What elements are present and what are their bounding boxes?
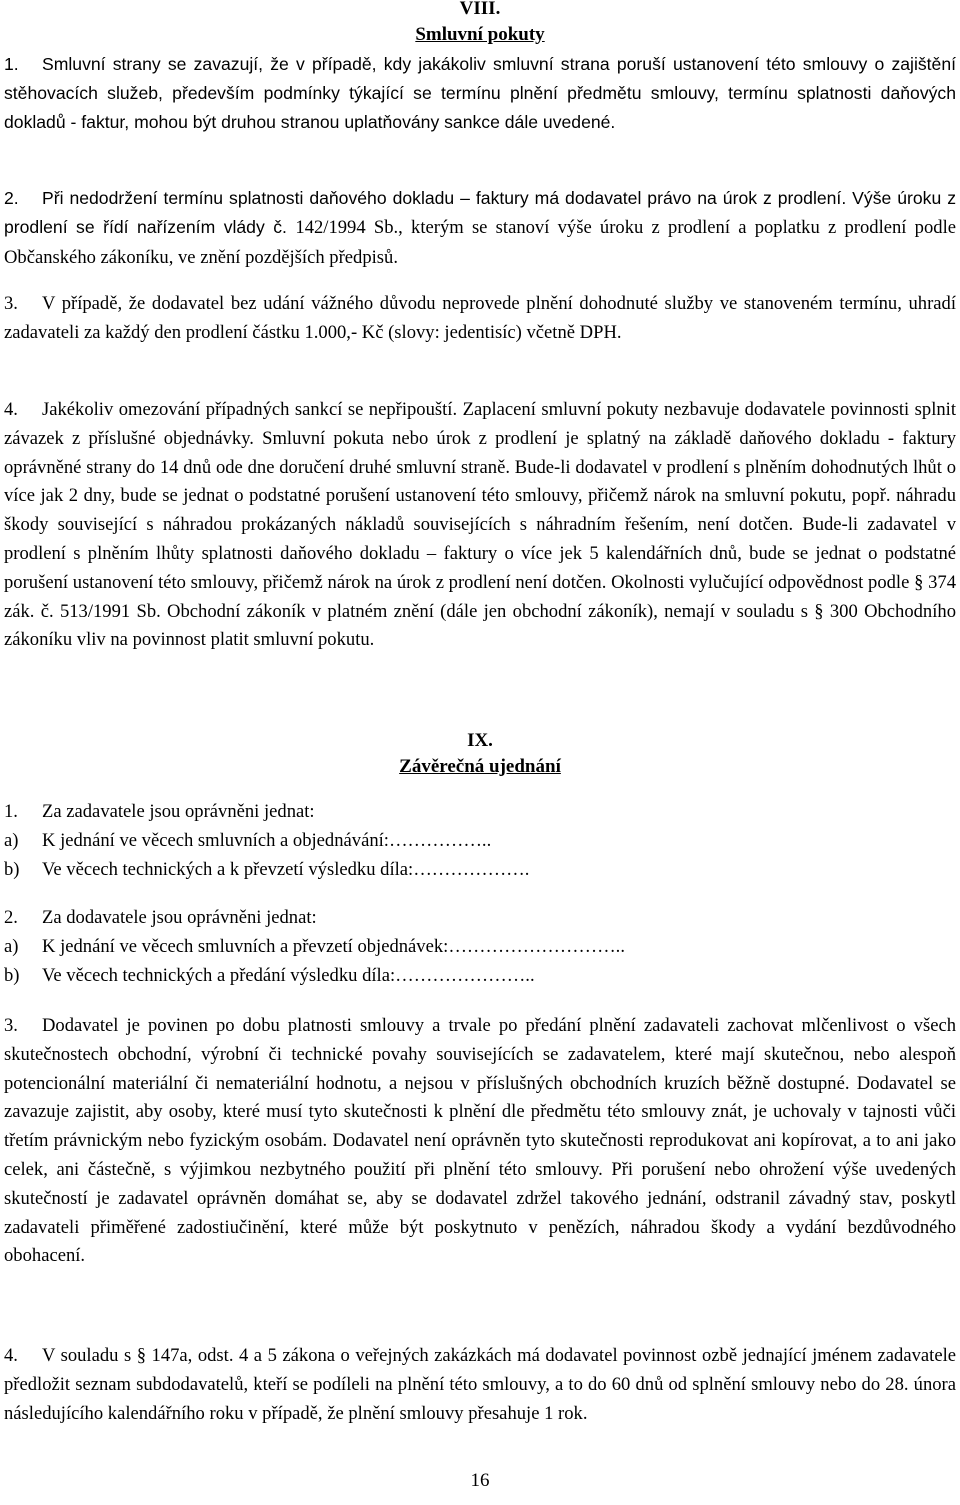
paragraph-text: V případě, že dodavatel bez udání vážného důvodu neprovede plnění dohodnuté služby ve stanoveném termínu, uhradí zadavateli za každý den prodlení částku 1.000,- Kč (slovy: jedentisíc) včetně DPH. [4,293,956,343]
paragraph-number: 3. [4,293,18,314]
page-number: 16 [470,1470,490,1491]
paragraph-number: 2. [4,188,19,208]
item-text: Ve věcech technických a k převzetí výsledku díla:………………. [42,858,530,880]
section-9-paragraph-1 [4,798,956,884]
paragraph-text-continued: 142/1994 Sb., kterým se stanoví výše úroku z prodlení a poplatku z prodlení podle Občanského zákoníku, ve znění pozdějších předpisů. [4,216,956,268]
item-label: b) [4,964,20,986]
section-9-paragraph-3 [4,1012,956,1271]
section-8-paragraph-2 [4,184,956,272]
section-8-paragraph-4 [4,396,956,655]
section-9-paragraph-4 [4,1342,956,1428]
item-label: b) [4,858,20,880]
section-8-number: VIII. [459,0,501,19]
paragraph-number: 2. [4,907,18,928]
paragraph-text: Při nedodržení termínu splatnosti daňového dokladu – faktury má dodavatel právo na úrok z prodlení. Výše úroku z prodlení se řídí nařízením vlády č. [4,188,956,237]
paragraph-text: Jakékoliv omezování případných sankcí se nepřipouští. Zaplacení smluvní pokuty nezbavuje dodavatele povinnosti splnit závazek z příslušné objednávky. Smluvní pokuta nebo úrok z prodlení je splatný na základě daňového dokladu - faktury oprávněné strany do 14 dnů ode dne doručení druhé smluvní straně. Bude-li dodavatel v prodlení s plněním dohodnutých lhůt o více jak 2 dny, bude se jednat o podstatné porušení ustanovení této smlouvy, přičemž nárok na smluvní pokutu, popř. náhradu škody související s náhradou prokázaných nákladů souvisejících s náhradním řešením, není dotčen. Bude-li zadavatel v prodlení s plněním lhůty splatnosti daňového dokladu – faktury o více jek 5 kalendářních dnů, bude se jednat o podstatné porušení ustanovení této smlouvy, přičemž nárok na úrok z prodlení není dotčen. Okolnosti vylučující odpovědnost podle § 374 zák. č. 513/1991 Sb. Obchodní zákoník v platném znění (dále jen obchodní zákoník), nemají v souladu s § 300 Obchodního zákoníku vliv na povinnost platit smluvní pokutu. [4,399,956,651]
item-label: a) [4,829,19,851]
section-9-number: IX. [467,730,493,751]
paragraph-number: 4. [4,399,18,420]
item-text: Ve věcech technických a předání výsledku díla:………………….. [42,964,535,986]
paragraph-text: Dodavatel je povinen po dobu platnosti smlouvy a trvale po předání plnění zadavateli zachovat mlčenlivost o všech skutečnostech obchodní, výrobní či technické povahy souvisejících se zadavatelem, které mají skutečnou, nebo alespoň potencionální materiální či nemateriální hodnotu, a nejsou v příslušných obchodních kruzích běžně dostupné. Dodavatel se zavazuje zajistit, aby osoby, které musí tyto skutečnosti k plnění dle předmětu této smlouvy znát, je uchovaly v tajnosti vůči třetím právnickým nebo fyzickým osobám. Dodavatel není oprávněn tyto skutečnosti reprodukovat ani kopírovat, a to ani jako celek, ani částečně, s výjimkou nezbytného použití při plnění této smlouvy. Při porušení nebo ohrožení výše uvedených skutečností je zadavatel oprávněn domáhat se, aby se dodavatel zdržel takového jednání, odstranil závadný stav, poskytl zadavateli přiměřené zadostiučinění, které může být poskytnuto v penězích, náhradou škody a vydání bezdůvodného obohacení. [4,1015,956,1267]
section-8-paragraph-3 [4,290,956,348]
section-9-paragraph-2 [4,904,956,990]
paragraph-text: Za zadavatele jsou oprávněni jednat: [42,801,315,822]
paragraph-text: Za dodavatele jsou oprávněni jednat: [42,907,317,928]
paragraph-number: 1. [4,801,18,822]
item-text: K jednání ve věcech smluvních a převzetí objednávek:……………………….. [42,935,625,957]
section-8-paragraph-1 [4,50,956,136]
paragraph-number: 4. [4,1345,18,1366]
paragraph-number: 1. [4,54,19,74]
section-8-title: Smluvní pokuty [415,24,545,45]
item-text: K jednání ve věcech smluvních a objednávání:…………….. [42,829,492,851]
section-9-title: Závěrečná ujednání [399,756,561,777]
paragraph-number: 3. [4,1015,18,1036]
section-8-heading [0,0,960,48]
item-label: a) [4,935,19,957]
paragraph-text: V souladu s § 147a, odst. 4 a 5 zákona o veřejných zakázkách má dodavatel povinnost ozbě jednající jménem zadavatele předložit seznam subdodavatelů, kteří se podíleli na plnění této smlouvy, a to do 60 dnů od splnění smlouvy nebo do 28. února následujícího kalendářního roku v případě, že plnění smlouvy přesahuje 1 rok. [4,1345,956,1424]
section-9-heading [0,728,960,780]
paragraph-text: Smluvní strany se zavazují, že v případě, kdy jakákoliv smluvní strana poruší ustanovení této smlouvy o zajištění stěhovacích služeb, především podmínky týkající se termínu plnění předmětu smlouvy, termínu splatnosti daňových dokladů - faktur, mohou být druhou stranou uplatňovány sankce dále uvedené. [4,54,956,132]
